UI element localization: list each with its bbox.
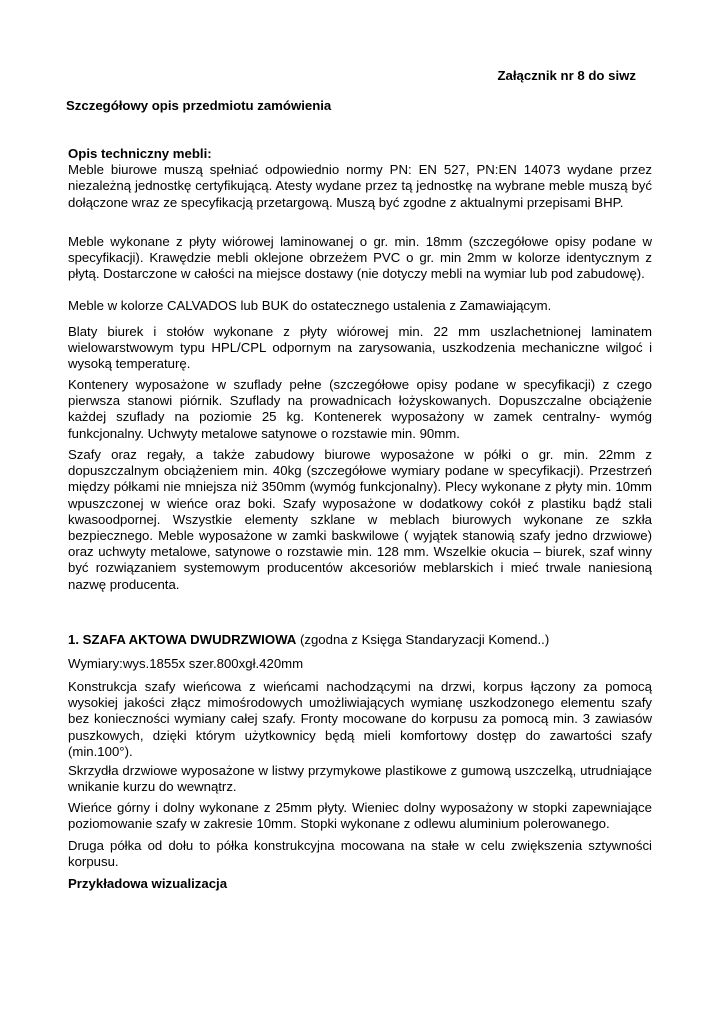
technical-heading: Opis techniczny mebli: [68,146,212,161]
technical-paragraph-3: Meble w kolorze CALVADOS lub BUK do ostatecznego ustalenia z Zamawiającym. [68,298,552,313]
item-1-paragraph-2: Skrzydła drzwiowe wyposażone w listwy przymykowe plastikowe z gumową uszczelką, utrudniające wnikanie kurzu do wewnątrz. [68,763,652,795]
item-1-paragraph-4: Druga półka od dołu to półka konstrukcyjna mocowana na stałe w celu zwiększenia sztywności korpusu. [68,838,652,870]
item-1-paragraph-1: Konstrukcja szafy wieńcowa z wieńcami nachodzącymi na drzwi, korpus łączony za pomocą wysokiej jakości złącz mimośrodowych umożliwiających wymianę uszkodzonego elementu szafy bez konieczności wymiany całej szafy. Fronty mocowane do korpusu za pomocą min. 3 zawiasów puszkowych, dzięki którym użytkownicy będą mieli komfortowy dostęp do zawartości szafy (min.100°). [68,679,652,759]
technical-paragraph-4: Blaty biurek i stołów wykonane z płyty wiórowej min. 22 mm uszlachetnionej laminatem wielowarstwowym typu HPL/CPL odpornym na zarysowania, uszkodzenia mechaniczne wilgoć i wysoką temperaturę. [68,324,652,372]
item-1-dimensions: Wymiary:wys.1855x szer.800xgł.420mm [68,656,304,671]
technical-section-intro [68,146,652,211]
item-1-heading-note: (zgodna z Księga Standaryzacji Komend..) [296,632,550,647]
item-1-paragraph-3: Wieńce górny i dolny wykonane z 25mm płyty. Wieniec dolny wyposażony w stopki zapewniające poziomowanie szafy w zakresie 10mm. Stopki wykonane z odlewu aluminium polerowanego. [68,800,652,832]
item-1-visualization-label: Przykładowa wizualizacja [68,876,228,891]
technical-paragraph-1: Meble biurowe muszą spełniać odpowiednio normy PN: EN 527, PN:EN 14073 wydane przez niezależną jednostkę certyfikującą. Atesty wydane przez tą jednostkę na wybrane meble muszą być dołączone wraz ze specyfikacją przetargową. Muszą być zgodne z aktualnymi przepisami BHP. [68,162,652,210]
document-title: Szczegółowy opis przedmiotu zamówienia [66,98,332,113]
annex-label: Załącznik nr 8 do siwz [497,68,636,83]
technical-paragraph-6: Szafy oraz regały, a także zabudowy biurowe wyposażone w półki o gr. min. 22mm z dopuszczalnym obciążeniem min. 40kg (szczegółowe wymiary podane w specyfikacji). Przestrzeń między półkami nie mniejsza niż 350mm (wymóg funkcjonalny). Plecy wykonane z płyty min. 10mm wpuszczonej w wieńce oraz boki. Szafy wyposażone w dodatkowy cokół z plastiku bądź stali kwasoodpornej. Wszystkie elementy szklane w meblach biurowych wykonane ze szkła bezpiecznego. Meble wyposażone w zamki baskwilowe ( wyjątek stanowią szafy jedno drzwiowe) oraz uchwyty metalowe, satynowe o rozstawie min. 128 mm. Wszelkie okucia – biurek, szaf winny być rozwiązaniem systemowym producentów akcesoriów meblarskich i mieć trwale naniesioną nazwę producenta. [68,447,652,592]
item-1-heading: 1. SZAFA AKTOWA DWUDRZWIOWA [68,632,297,647]
technical-paragraph-5: Kontenery wyposażone w szuflady pełne (szczegółowe opisy podane w specyfikacji) z czego pierwsza stanowi piórnik. Szuflady na prowadnicach łożyskowanych. Dopuszczalne obciążenie każdej szuflady na poziomie 25 kg. Kontenerek wyposażony w zamek centralny- wymóg funkcjonalny. Uchwyty metalowe satynowe o rozstawie min. 90mm. [68,377,652,441]
technical-paragraph-2: Meble wykonane z płyty wiórowej laminowanej o gr. min. 18mm (szczegółowe opisy podane w specyfikacji). Krawędzie mebli oklejone obrzeżem PVC o gr. min 2mm w kolorze identycznym z płytą. Dostarczone w całości na miejsce dostawy (nie dotyczy mebli na wymiar lub pod zabudowę). [68,234,652,282]
item-1-heading-line [68,632,652,648]
